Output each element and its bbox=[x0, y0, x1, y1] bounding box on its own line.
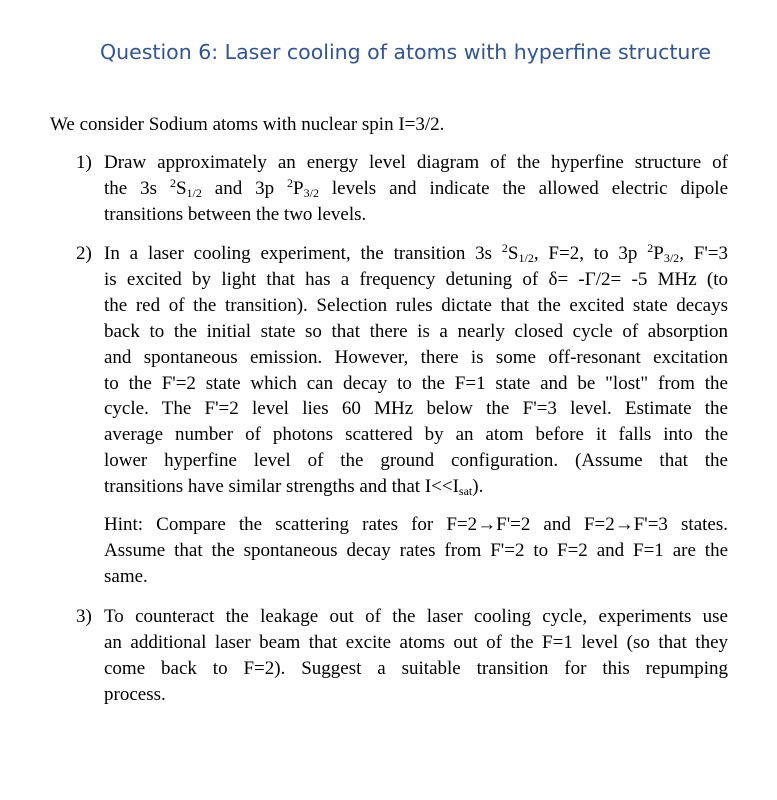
q2-line: and spontaneous emission. However, there is some off-resonant excitation bbox=[104, 346, 728, 368]
q2-line: to the F'=2 state which can decay to the F=1 state and be "lost" from the bbox=[104, 372, 728, 394]
q3-line: process. bbox=[104, 683, 166, 705]
question-2-number: 2) bbox=[76, 243, 92, 264]
question-1-body bbox=[104, 150, 728, 228]
question-2-body bbox=[104, 241, 728, 500]
hint-line: Hint: Compare the scattering rates for F=2→F'=2 and F=2→F'=3 states. bbox=[104, 514, 728, 535]
q1-line: Draw approximately an energy level diagram of the hyperfine structure of bbox=[104, 152, 728, 173]
q3-line: come back to F=2). Suggest a suitable transition for this repumping bbox=[104, 657, 728, 679]
q1-line: the 3s $^2S_{1/2}$ and 3p $^2P_{3/2}$ levels and indicate the allowed electric dipole bbox=[104, 175, 728, 200]
q2-line: transitions have similar strengths and that $I<<I_{sat}$). bbox=[104, 476, 484, 499]
q2-line: average number of photons scattered by an atom before it falls into the bbox=[104, 424, 728, 446]
question-1-number: 1) bbox=[76, 152, 92, 173]
q2-line: back to the initial state so that there is a nearly closed cycle of absorption bbox=[104, 320, 728, 342]
question-3-number: 3) bbox=[76, 606, 92, 627]
q2-line: lower hyperfine level of the ground configuration. (Assume that the bbox=[104, 450, 728, 472]
q1-line: transitions between the two levels. bbox=[104, 203, 367, 225]
question-3 bbox=[76, 604, 728, 708]
question-2 bbox=[76, 241, 728, 500]
q2-line: the red of the transition). Selection rules dictate that the excited state decays bbox=[104, 294, 728, 316]
hint-paragraph bbox=[104, 512, 728, 590]
question-title: Question 6: Laser cooling of atoms with hyperfine structure bbox=[100, 40, 711, 64]
hint-line: same. bbox=[104, 565, 148, 587]
q2-line: cycle. The F'=2 level lies 60 MHz below the F'=3 level. Estimate the bbox=[104, 398, 728, 420]
hint-line: Assume that the spontaneous decay rates from F'=2 to F=2 and F=1 are the bbox=[104, 539, 728, 561]
q3-line: an additional laser beam that excite atoms out of the F=1 level (so that they bbox=[104, 631, 728, 653]
q2-line: is excited by light that has a frequency detuning of δ= -Γ/2= -5 MHz (to bbox=[104, 268, 728, 290]
intro-text: We consider Sodium atoms with nuclear spin I=3/2. bbox=[50, 114, 445, 135]
question-3-body bbox=[104, 604, 728, 708]
q2-line: In a laser cooling experiment, the transition 3s $^2S_{1/2}$, F=2, to 3p $^2P_{3/2}$, F'=3 bbox=[104, 241, 728, 265]
question-1 bbox=[76, 150, 728, 228]
q3-line: To counteract the leakage out of the laser cooling cycle, experiments use bbox=[104, 606, 728, 627]
